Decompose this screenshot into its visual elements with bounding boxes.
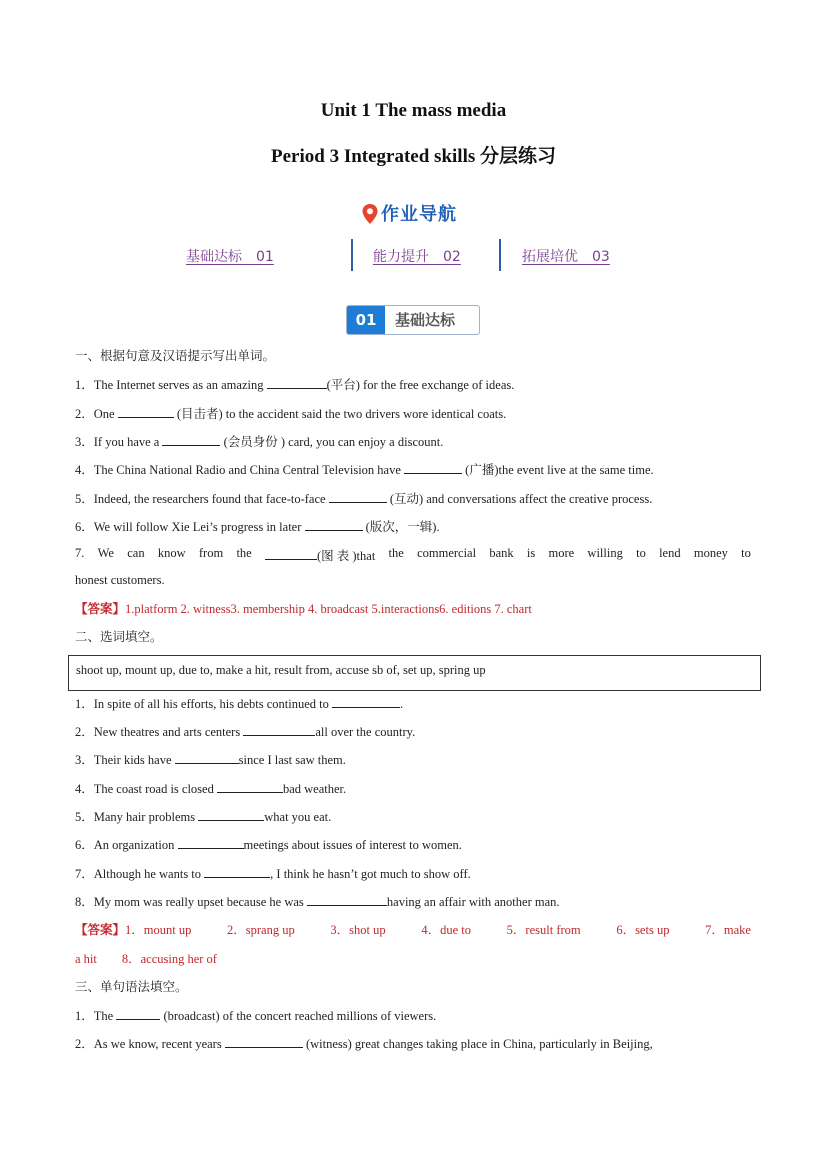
word: money [693,546,728,560]
item-text: 4．The China National Radio and China Central Television have [75,463,405,477]
item-text: 3．If you have a [75,435,163,449]
item-text: 8．My mom was really upset because he was [75,895,307,909]
section-badge [346,305,480,335]
answer-blank [175,752,239,764]
section-heading: 二、选词填空。 [75,629,163,644]
word: can [127,546,145,560]
item-text: . [400,697,404,711]
answer-label: 【答案】 [75,601,126,616]
answer-text: 5．result from [506,923,581,937]
word: lend [659,546,681,560]
answer-text: 4．due to [421,923,471,937]
word: to [741,546,751,560]
word: commercial [417,546,477,560]
item-text: (会员身份 ) card, you can enjoy a discount. [220,435,444,449]
answer-blank [267,377,327,389]
word: bank [489,546,514,560]
word: is [526,546,536,560]
item-text: 2．As we know, recent years [75,1037,225,1051]
item-text: 5．Many hair problems [75,810,199,824]
exercise-item-continued: honest customers. [75,573,165,587]
exercise-item [75,489,652,507]
answer-line-continued: a hit 8．accusing her of [75,952,217,966]
exercise-item [75,375,514,393]
word: We [97,546,114,560]
answer-text: 6．sets up [616,923,670,937]
answer-blank [225,1036,303,1048]
answer-text: 3．shot up [330,923,386,937]
item-text: 5．Indeed, the researchers found that face-to-face [75,492,329,506]
answer-text: 2．sprang up [227,923,295,937]
exercise-item [75,750,346,768]
nav-divider [351,239,353,271]
answer-blank [118,406,174,418]
item-text: having an affair with another man. [386,895,560,909]
item-text: 7．Although he wants to [75,867,205,881]
word: the [388,546,404,560]
nav-link-basic[interactable]: 基础达标 01 [186,249,274,265]
item-text: (平台) for the free exchange of ideas. [326,378,515,392]
item-text: 1．The [75,1009,117,1023]
exercise-item [75,892,560,910]
item-text: (broadcast) of the concert reached millions of viewers. [160,1009,437,1023]
item-text: (目击者) to the accident said the two drivers wore identical coats. [173,407,507,421]
item-text: meetings about issues of interest to women. [243,838,462,852]
exercise-item [75,807,331,825]
word: willing [587,546,623,560]
badge-number: 01 [347,306,385,334]
answer-blank [198,809,264,821]
exercise-item [75,835,462,853]
item-text: 2．New theatres and arts centers [75,725,244,739]
item-text: 1．In spite of all his efforts, his debts continued to [75,697,333,711]
word: (图 表 )that [316,549,376,563]
item-text: (版次，一辑). [362,520,440,534]
page-title: Unit 1 The mass media [320,100,507,121]
exercise-item [75,517,440,535]
badge-label: 基础达标 [395,311,456,329]
answer-blank [217,781,283,793]
item-text: bad weather. [282,782,347,796]
exercise-item [75,460,654,478]
word: know [157,546,186,560]
word: the [236,546,252,560]
exercise-item [75,694,403,712]
word: from [198,546,224,560]
answer-blank [204,866,270,878]
section-heading: 三、单句语法填空。 [75,979,188,994]
answer-blank [332,696,400,708]
word-bank-text: shoot up, mount up, due to, make a hit, result from, accuse sb of, set up, spring up [76,663,486,677]
item-text: 2．One [75,407,118,421]
answer-blank [178,837,244,849]
answer-blank [305,519,363,531]
nav-link-extension[interactable]: 拓展培优 03 [522,249,610,265]
item-text: what you eat. [264,810,332,824]
answer-blank [243,724,315,736]
item-text: 4．The coast road is closed [75,782,217,796]
exercise-item [75,432,443,450]
answer-blank [404,462,462,474]
item-text: (广播)the event live at the same time. [462,463,654,477]
item-text: 6．An organization [75,838,178,852]
answer-text: 7．make [705,923,751,937]
item-text: , I think he hasn’t got much to show off. [270,867,471,881]
exercise-item [75,722,415,740]
answer-blank [116,1008,160,1020]
answer-segment [75,920,191,938]
exercise-item [75,1006,436,1024]
answer-label: 【答案】 [75,922,126,937]
answer-blank [162,434,220,446]
nav-link-ability[interactable]: 能力提升 02 [373,249,461,265]
item-text: (互动) and conversations affect the creative process. [386,492,653,506]
word: 7. [75,546,85,560]
word: to [636,546,646,560]
item-text: all over the country. [315,725,416,739]
answer-text: 1．mount up [125,923,192,937]
item-text: (witness) great changes taking place in China, particularly in Beijing, [302,1037,653,1051]
nav-heading-text: 作业导航 [381,204,457,225]
location-pin-icon [361,203,379,225]
item-text: 3．Their kids have [75,753,175,767]
item-text: 1．The Internet serves as an amazing [75,378,267,392]
exercise-item [75,404,506,422]
word-bank-box [68,655,761,691]
answer-blank [307,894,387,906]
item-text: since I last saw them. [238,753,346,767]
answer-blank [329,491,387,503]
homework-nav-heading [0,200,827,228]
blank-word [265,546,375,564]
exercise-item [75,779,346,797]
answer-blank [265,548,317,560]
exercise-item [75,864,471,882]
item-text: 6．We will follow Xie Lei’s progress in later [75,520,305,534]
word: more [548,546,575,560]
answer-line [75,920,751,938]
exercise-item [75,1034,653,1052]
exercise-item-justified [75,546,751,564]
answer-line [75,599,532,617]
answer-text: 1.platform 2. witness3. membership 4. broadcast 5.interactions6. editions 7. chart [125,602,532,616]
page-subtitle: Period 3 Integrated skills 分层练习 [271,146,556,167]
section-heading: 一、根据句意及汉语提示写出单词。 [75,348,276,363]
nav-divider [499,239,501,271]
